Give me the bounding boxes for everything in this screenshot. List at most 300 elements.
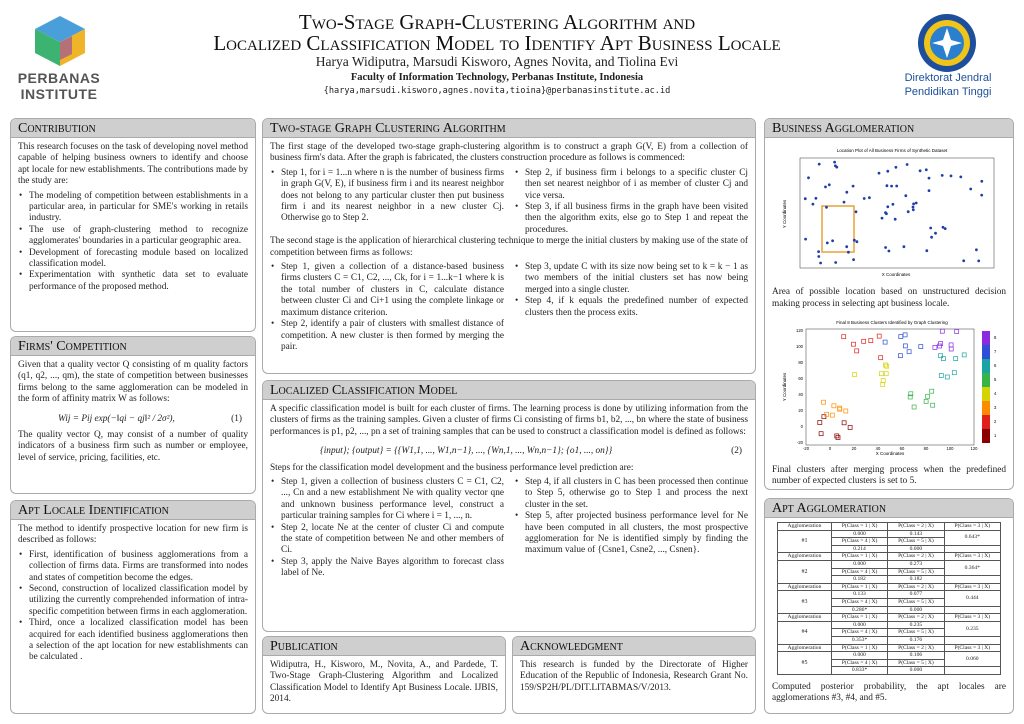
plot2-point [877,334,881,338]
table-row [778,614,1001,622]
table-cell [944,606,1000,614]
two-stage-intro: The first stage of the developed two-stage graph-clustering algorithm is to construct a graph G(V, E) from a collection of business firm's data. After the graph is fabricated, the clusters construction procedure as follows is commenced: [270,142,748,164]
table-cell: P(Class = 5 | X) [888,659,944,667]
table-cell: 0.444 [944,591,1000,606]
plot1-point [912,208,915,211]
list-item: • Step 1, given a collection of business clusters C = C1, C2, ..., Cn and a new establishment Ne with quality vector qne and unknown business performance level, construct a particular training samples for Ci where i = 1, ..., n. [270,477,504,523]
table-cell: #2 [778,560,832,583]
plot1-point [915,202,918,205]
apt-agg-heading: Apt Agglomeration [765,499,1013,518]
plot2-point [835,434,839,438]
contribution-intro: This research focuses on the task of developing novel method capable of helping business owners to identify and choose apt locale for new establishments. The contributions made by the study are: [18,142,248,187]
list-item: • Step 3, apply the Naive Bayes algorithm to forecast class label of Ne. [270,557,504,580]
table-cell [944,545,1000,553]
localized-steps-intro: Steps for the classification model development and the business performance level prediction are: [270,462,634,473]
table-row [778,583,1001,591]
plot1-point [934,232,937,235]
table-cell: #1 [778,530,832,553]
table-cell: P(Class = 3 | X) [944,644,1000,652]
table-cell: 0.182 [888,576,944,584]
table-cell: P(Class = 3 | X) [944,553,1000,561]
publication-text: Widiputra, H., Kisworo, M., Novita, A., and Pardede, T. Two-Stage Graph-Clustering Algorithm and Localized Classification Model to Identify Apt Business Locale. IJBIS, 2014. [270,660,498,705]
y-tick-label: -20 [796,440,803,446]
colorbar-segment [982,429,990,443]
title-line-2: Localized Classification Model to Identify Apt Business Locale [213,31,781,55]
plot1-point [819,262,822,265]
list-item: • Step 5, after projected business performance level for Ne have been computed in all clusters, the most prospective agglomeration for Ne is identified simply by finding the maximum value of {Csne1, Csne2, ..., Csnen}. [514,511,748,557]
table-cell: 0.364* [944,560,1000,575]
table-cell: Agglomeration [778,553,832,561]
plot2-point [842,421,846,425]
table-cell: Agglomeration [778,644,832,652]
poster-header [0,0,1024,112]
plot1-point [895,185,898,188]
plot1-point [834,261,837,264]
list-item: • Second, construction of localized classification model by utilizing the currently comprehended information of intra-specific competition between firms in each agglomeration. [18,584,248,618]
plot1-point [828,183,831,186]
table-row [778,553,1001,561]
perbanas-logo-text-1: PERBANAS [17,70,101,86]
colorbar-tick-label: 5 [994,377,997,383]
plot1-point [888,250,891,253]
y-tick-label: 20 [798,408,803,414]
x-tick-label: 80 [923,446,929,452]
business-caption-1: Area of possible location based on unstructured decision making process in selecting apt business locale. [772,287,1006,309]
colorbar-segment [982,359,990,373]
plot2-point [862,340,866,344]
candidate-area-box [822,206,854,252]
y-tick-label: 40 [798,392,803,398]
table-cell: 0.235 [888,621,944,629]
colorbar-tick-label: 6 [994,363,997,369]
plot1-point [878,172,881,175]
plot1-point [912,203,915,206]
plot1-point [847,251,850,254]
plot1-points [804,161,983,265]
localized-heading: Localized Classification Model [263,381,755,400]
plot2-point [844,409,848,413]
table-row [778,591,1001,599]
colorbar-tick-label: 8 [994,335,997,341]
clusters-scatter-plot [772,317,1006,457]
colorbar-tick-label: 7 [994,349,997,355]
plot1-point [853,239,856,242]
affiliation: Faculty of Information Technology, Perbanas Institute, Indonesia [350,72,644,83]
plot2-point [885,364,889,368]
plot2-yticks [796,328,804,445]
plot1-point [975,248,978,251]
table-cell: Agglomeration [778,614,832,622]
table-cell: P(Class = 4 | X) [831,598,887,606]
table-cell: P(Class = 5 | X) [888,629,944,637]
plot2-point [924,400,928,404]
table-cell: P(Class = 3 | X) [944,523,1000,531]
table-cell: 0.286* [831,606,887,614]
plot1-title: Location Plot of All Business Firms of Synthetic Dataset [836,148,948,153]
plot1-point [950,175,953,178]
plot1-point [804,197,807,200]
plot1-point [928,189,931,192]
plot2-point [926,395,930,399]
list-item: • Step 1, for i = 1...n where n is the number of business firms in graph G(V, E), if business firm i and its nearest neighbor does not belong to any particular cluster then put business firm i and its nearest neighbor in a new cluster Cj. Otherwise go to Step 2. [270,168,504,225]
plot2-point [949,347,953,351]
table-cell: P(Class = 1 | X) [831,553,887,561]
table-cell: P(Class = 3 | X) [944,614,1000,622]
list-item: • Step 1, given a collection of a distance-based business firms clusters C = C1, C2, ..., Ck, for i = 1...k−1 where k is the total number of clusters in C, calculate distance between cluster Ci and Ci+1 using the complete linkage or maximum distance criterion. [270,262,504,319]
plot2-point [955,330,959,334]
table-cell: P(Class = 1 | X) [831,523,887,531]
location-scatter-plot [772,144,1006,280]
plot2-point [898,354,902,358]
acknowledgment-text: This research is funded by the Directorate of Higher Education of the Republic of Indonesia, Research Grant No. 159/SP2H/PL/DIT.LITABMAS/V/2013. [520,660,748,693]
firms-heading: Firms' Competition [11,337,255,356]
table-cell: 0.000 [831,560,887,568]
plot2-point [869,339,873,343]
business-caption-2: Final clusters after merging process when the predefined number of expected clusters is set to 5. [772,464,1006,487]
list-item: • The use of graph-clustering method to recognize agglomerates' boundaries in a particular geographic area. [18,225,248,248]
plot1-point [895,166,898,169]
list-item: • Step 4, if all clusters in C has been processed then continue to Step 5, otherwise go to Step 1 and process the next cluster in the set. [514,477,748,511]
equation-1-number: (1) [231,413,242,424]
colorbar-segment [982,387,990,401]
table-cell: 0.143 [888,530,944,538]
plot1-point [886,184,889,187]
x-tick-label: 20 [851,446,857,452]
x-tick-label: 100 [946,446,954,452]
plot1-point [825,206,828,209]
table-cell: 0.060 [944,652,1000,667]
table-cell: 0.000 [831,530,887,538]
plot2-point [945,375,949,379]
list-item: • Step 4, if k equals the predefined number of expected clusters then the process exits. [514,296,748,319]
plot1-point [845,245,848,248]
plot1-point [824,186,827,189]
plot1-ylabel: Y Coordinates [782,199,787,229]
plot1-point [826,242,829,245]
plot1-point [817,250,820,253]
email: {harya,marsudi.kisworo,agnes.novita,tioina}@perbanasinstitute.ac.id [323,86,671,96]
list-item: • Development of forecasting module based on localized classification model. [18,248,248,271]
table-cell [944,576,1000,584]
table-cell: 0.353* [831,636,887,644]
table-cell: 0.182 [831,576,887,584]
colorbar-segment [982,401,990,415]
apt-locale-heading: Apt Locale Identification [11,501,255,520]
table-cell: P(Class = 5 | X) [888,568,944,576]
plot1-point [843,201,846,204]
plot1-point [977,260,980,263]
table-cell: 0.000 [831,652,887,660]
plot1-point [925,249,928,252]
table-cell: P(Class = 2 | X) [888,523,944,531]
plot1-point [812,203,815,206]
x-tick-label: -20 [802,446,810,452]
apt-locale-panel [10,500,256,714]
plot2-point [822,400,826,404]
plot2-point [939,354,943,358]
colorbar-segment [982,331,990,345]
apt-locale-intro: The method to identify prospective location for new firm is described as follows: [18,524,248,546]
y-tick-label: 80 [798,360,803,366]
plot2-point [952,371,956,375]
plot1-point [818,163,821,166]
y-tick-label: 120 [796,328,803,334]
plot1-point [928,177,931,180]
table-cell: P(Class = 2 | X) [888,553,944,561]
plot1-point [907,210,910,213]
plot2-point [836,436,840,440]
table-cell: 0.833* [831,667,887,675]
plot2-point [903,333,907,337]
business-heading: Business Agglomeration [765,119,1013,138]
list-item: • Third, once a localized classification model has been acquired for each identified business agglomerations then a selection of the apt location for new establishments can be calculated . [18,618,248,664]
plot2-point [825,413,829,417]
table-row [778,652,1001,660]
plot1-point [804,238,807,241]
colorbar-tick-label: 2 [994,419,997,425]
table-cell: Agglomeration [778,523,832,531]
list-item: • Step 3, update C with its size now being set to k = k − 1 as two members of the initial clusters set has now being merged into a single cluster. [514,262,748,296]
plot1-point [852,185,855,188]
localized-panel [262,380,756,632]
table-cell [944,636,1000,644]
table-cell: P(Class = 1 | X) [831,614,887,622]
colorbar-segment [982,373,990,387]
table-cell: 0.000 [888,545,944,553]
y-tick-label: 60 [798,376,803,382]
plot1-point [912,206,915,209]
table-cell: P(Class = 2 | X) [888,644,944,652]
plot1-point [886,205,889,208]
list-item: • Experimentation with synthetic data set to evaluate performance of the proposed method. [18,270,248,293]
perbanas-logo-text-2: INSTITUTE [20,86,98,102]
plot2-point [884,363,888,367]
plot2-point [855,349,859,353]
plot1-point [884,211,887,214]
plot2-point [939,342,943,346]
plot2-point [884,372,888,376]
colorbar-tick-label: 3 [994,405,997,411]
y-tick-label: 0 [800,424,803,430]
table-cell: 0.000 [888,606,944,614]
plot2-point [848,426,852,430]
two-stage-middle: The second stage is the application of hierarchical clustering technique to merge the initial clusters by making use of the state of competition between firms as follows: [270,236,748,258]
table-cell: #3 [778,591,832,614]
x-tick-label: 0 [828,446,832,452]
table-cell: Agglomeration [778,583,832,591]
posterior-table [777,522,1001,675]
table-cell: 0.000 [831,621,887,629]
table-cell: P(Class = 4 | X) [831,568,887,576]
plot2-xlabel: X Coordinates [875,451,905,457]
list-item: • The modeling of competition between establishments in a particular area, in particular for SME's working in retails industry. [18,191,248,225]
table-cell: #5 [778,652,832,675]
table-cell: 0.214 [831,545,887,553]
plot1-point [833,161,836,164]
plot2-point [949,343,953,347]
table-cell: 0.643* [944,530,1000,545]
plot1-point [807,176,810,179]
list-item: • Step 2, identify a pair of clusters with smallest distance of competition. A new cluster is then formed by merging the pair. [270,319,504,353]
acknowledgment-panel [512,636,756,714]
list-item: • Step 2, locate Ne at the center of cluster Ci and compute the state of competition between Ne and other members of Ci. [270,523,504,557]
colorbar-segment [982,345,990,359]
x-tick-label: 120 [970,446,978,452]
plot1-point [834,164,837,167]
table-cell: P(Class = 1 | X) [831,583,887,591]
plot1-point [929,227,932,230]
plot2-title: Final 8 Business Clusters Identified by Graph Clustering [836,320,948,326]
table-cell: P(Class = 3 | X) [944,583,1000,591]
plot2-point [931,403,935,407]
table-row [778,644,1001,652]
plot1-point [863,197,866,200]
plot1-point [980,194,983,197]
plot1-point [868,196,871,199]
localized-intro: A specific classification model is built for each cluster of firms. The learning process is done by utilizing information from the clusters of firms as the training samples. Given a cluster of firms Ci consisting of firms b1, b2, ..., bn where the state of business performances is p1, p2, ..., pn a set of training samples that can be used to construct a classification model is defined as follows: [270,404,748,437]
plot2-point [879,372,883,376]
plot1-point [941,174,944,177]
plot2-point [881,379,885,383]
list-item: • Step 2, if business firm i belongs to a specific cluster Cj then set nearest neighbor of i as member of cluster Cj and vice versa. [514,168,748,202]
plot2-point [822,415,826,419]
plot1-point [845,191,848,194]
plot2-point [899,335,903,339]
plot2-point [930,389,934,393]
plot2-point [881,383,885,387]
publication-heading: Publication [263,637,505,656]
list-item: • Step 3, if all business firms in the graph have been visited then the algorithm exits, else go to Step 1 and repeat the procedures. [514,202,748,236]
two-stage-heading: Two-stage Graph Clustering Algorithm [263,119,755,138]
plot1-point [890,185,893,188]
plot1-point [980,180,983,183]
plot1-point [815,197,818,200]
plot1-point [959,176,962,179]
colorbar-segment [982,415,990,429]
plot1-point [962,259,965,262]
table-cell: 0.106 [888,652,944,660]
dikti-emblem-icon [914,12,980,74]
table-cell: P(Class = 4 | X) [831,538,887,546]
apt-agg-caption: Computed posterior probability, the apt locales are agglomerations #3, #4, and #5. [772,681,1006,704]
plot1-point [942,226,945,229]
dikti-text-1: Direktorat Jendral [904,72,992,84]
plot1-point [906,163,909,166]
plot2-point [838,407,842,411]
plot1-point [930,236,933,239]
business-agglomeration-panel [764,118,1014,490]
plot1-point [919,169,922,172]
list-item: • First, identification of business agglomerations from a collection of firms data. Firms are transformed into nodes and states of competition become the edges. [18,550,248,584]
plot2-point [941,357,945,361]
plot2-point [933,346,937,350]
perbanas-logo-icon [30,14,90,68]
apt-agglomeration-panel [764,498,1014,714]
table-cell: P(Class = 2 | X) [888,614,944,622]
title-line-1: Two-Stage Graph-Clustering Algorithm and [298,10,696,34]
plot2-point [852,342,856,346]
authors: Harya Widiputra, Marsudi Kisworo, Agnes Novita, and Tiolina Evi [315,54,679,69]
two-stage-panel [262,118,756,374]
plot1-point [903,245,906,248]
plot1-point [852,258,855,261]
colorbar-tick-label: 4 [994,391,997,397]
table-cell: 0.077 [888,591,944,599]
plot2-point [883,340,887,344]
plot2-point [838,406,842,410]
plot1-point [817,255,820,258]
table-cell: 0.235 [944,621,1000,636]
table-row [778,560,1001,568]
table-cell: P(Class = 1 | X) [831,644,887,652]
x-tick-label: 60 [899,446,905,452]
table-row [778,523,1001,531]
plot2-point [830,413,834,417]
plot2-ylabel: Y Coordinates [782,373,787,402]
plot2-point [954,357,958,361]
table-cell: #4 [778,621,832,644]
plot2-point [919,345,923,349]
plot2-point [907,350,911,354]
dikti-text-2: Pendidikan Tinggi [904,86,992,98]
table-row [778,530,1001,538]
table-cell: P(Class = 2 | X) [888,583,944,591]
plot1-point [856,240,859,243]
plot2-point [912,405,916,409]
plot2-point [939,374,943,378]
plot2-point [903,344,907,348]
plot2-points [818,329,966,439]
plot1-point [925,168,928,171]
equation-2: {input}; {output} = {{W1,1, ..., W1,n−1}, ..., {Wn,1, ..., Wn,n−1}; {o1, ..., on}} [320,446,613,457]
table-cell: 0.133 [831,591,887,599]
colorbar-tick-label: 1 [994,433,997,439]
plot1-point [894,218,897,221]
plot1-point [969,188,972,191]
firms-competition-panel [10,336,256,494]
firms-text-2: The quality vector Q, may consist of a number of quality indicators of a business firm such as number or employee, level of service, pricing, facilities, etc. [18,430,248,463]
plot2-point [832,404,836,408]
colorbar [982,331,997,443]
plot2-point [842,335,846,339]
plot1-point [884,246,887,249]
table-cell: 0.273 [888,560,944,568]
equation-2-number: (2) [731,446,742,457]
table-cell: P(Class = 4 | X) [831,659,887,667]
equation-1: Wij = Pij exp(−‖qi − qj‖² / 2σ²), [58,413,175,424]
plot2-point [853,373,857,377]
table-cell: P(Class = 4 | X) [831,629,887,637]
table-cell: P(Class = 5 | X) [888,598,944,606]
plot2-point [962,353,966,357]
table-cell: P(Class = 5 | X) [888,538,944,546]
plot2-point [879,356,883,360]
plot2-point [940,329,944,333]
plot1-point [892,203,895,206]
plot1-point [881,217,884,220]
acknowledgment-heading: Acknowledgment [513,637,755,656]
plot2-point [818,421,822,425]
table-cell [944,667,1000,675]
plot2-point [819,432,823,436]
plot1-point [855,210,858,213]
table-cell: 0.176 [888,636,944,644]
plot1-point [831,239,834,242]
contribution-heading: Contribution [11,119,255,138]
plot1-xlabel: X Coordinates [881,272,911,277]
plot1-point [886,170,889,173]
plot2-point [938,344,942,348]
